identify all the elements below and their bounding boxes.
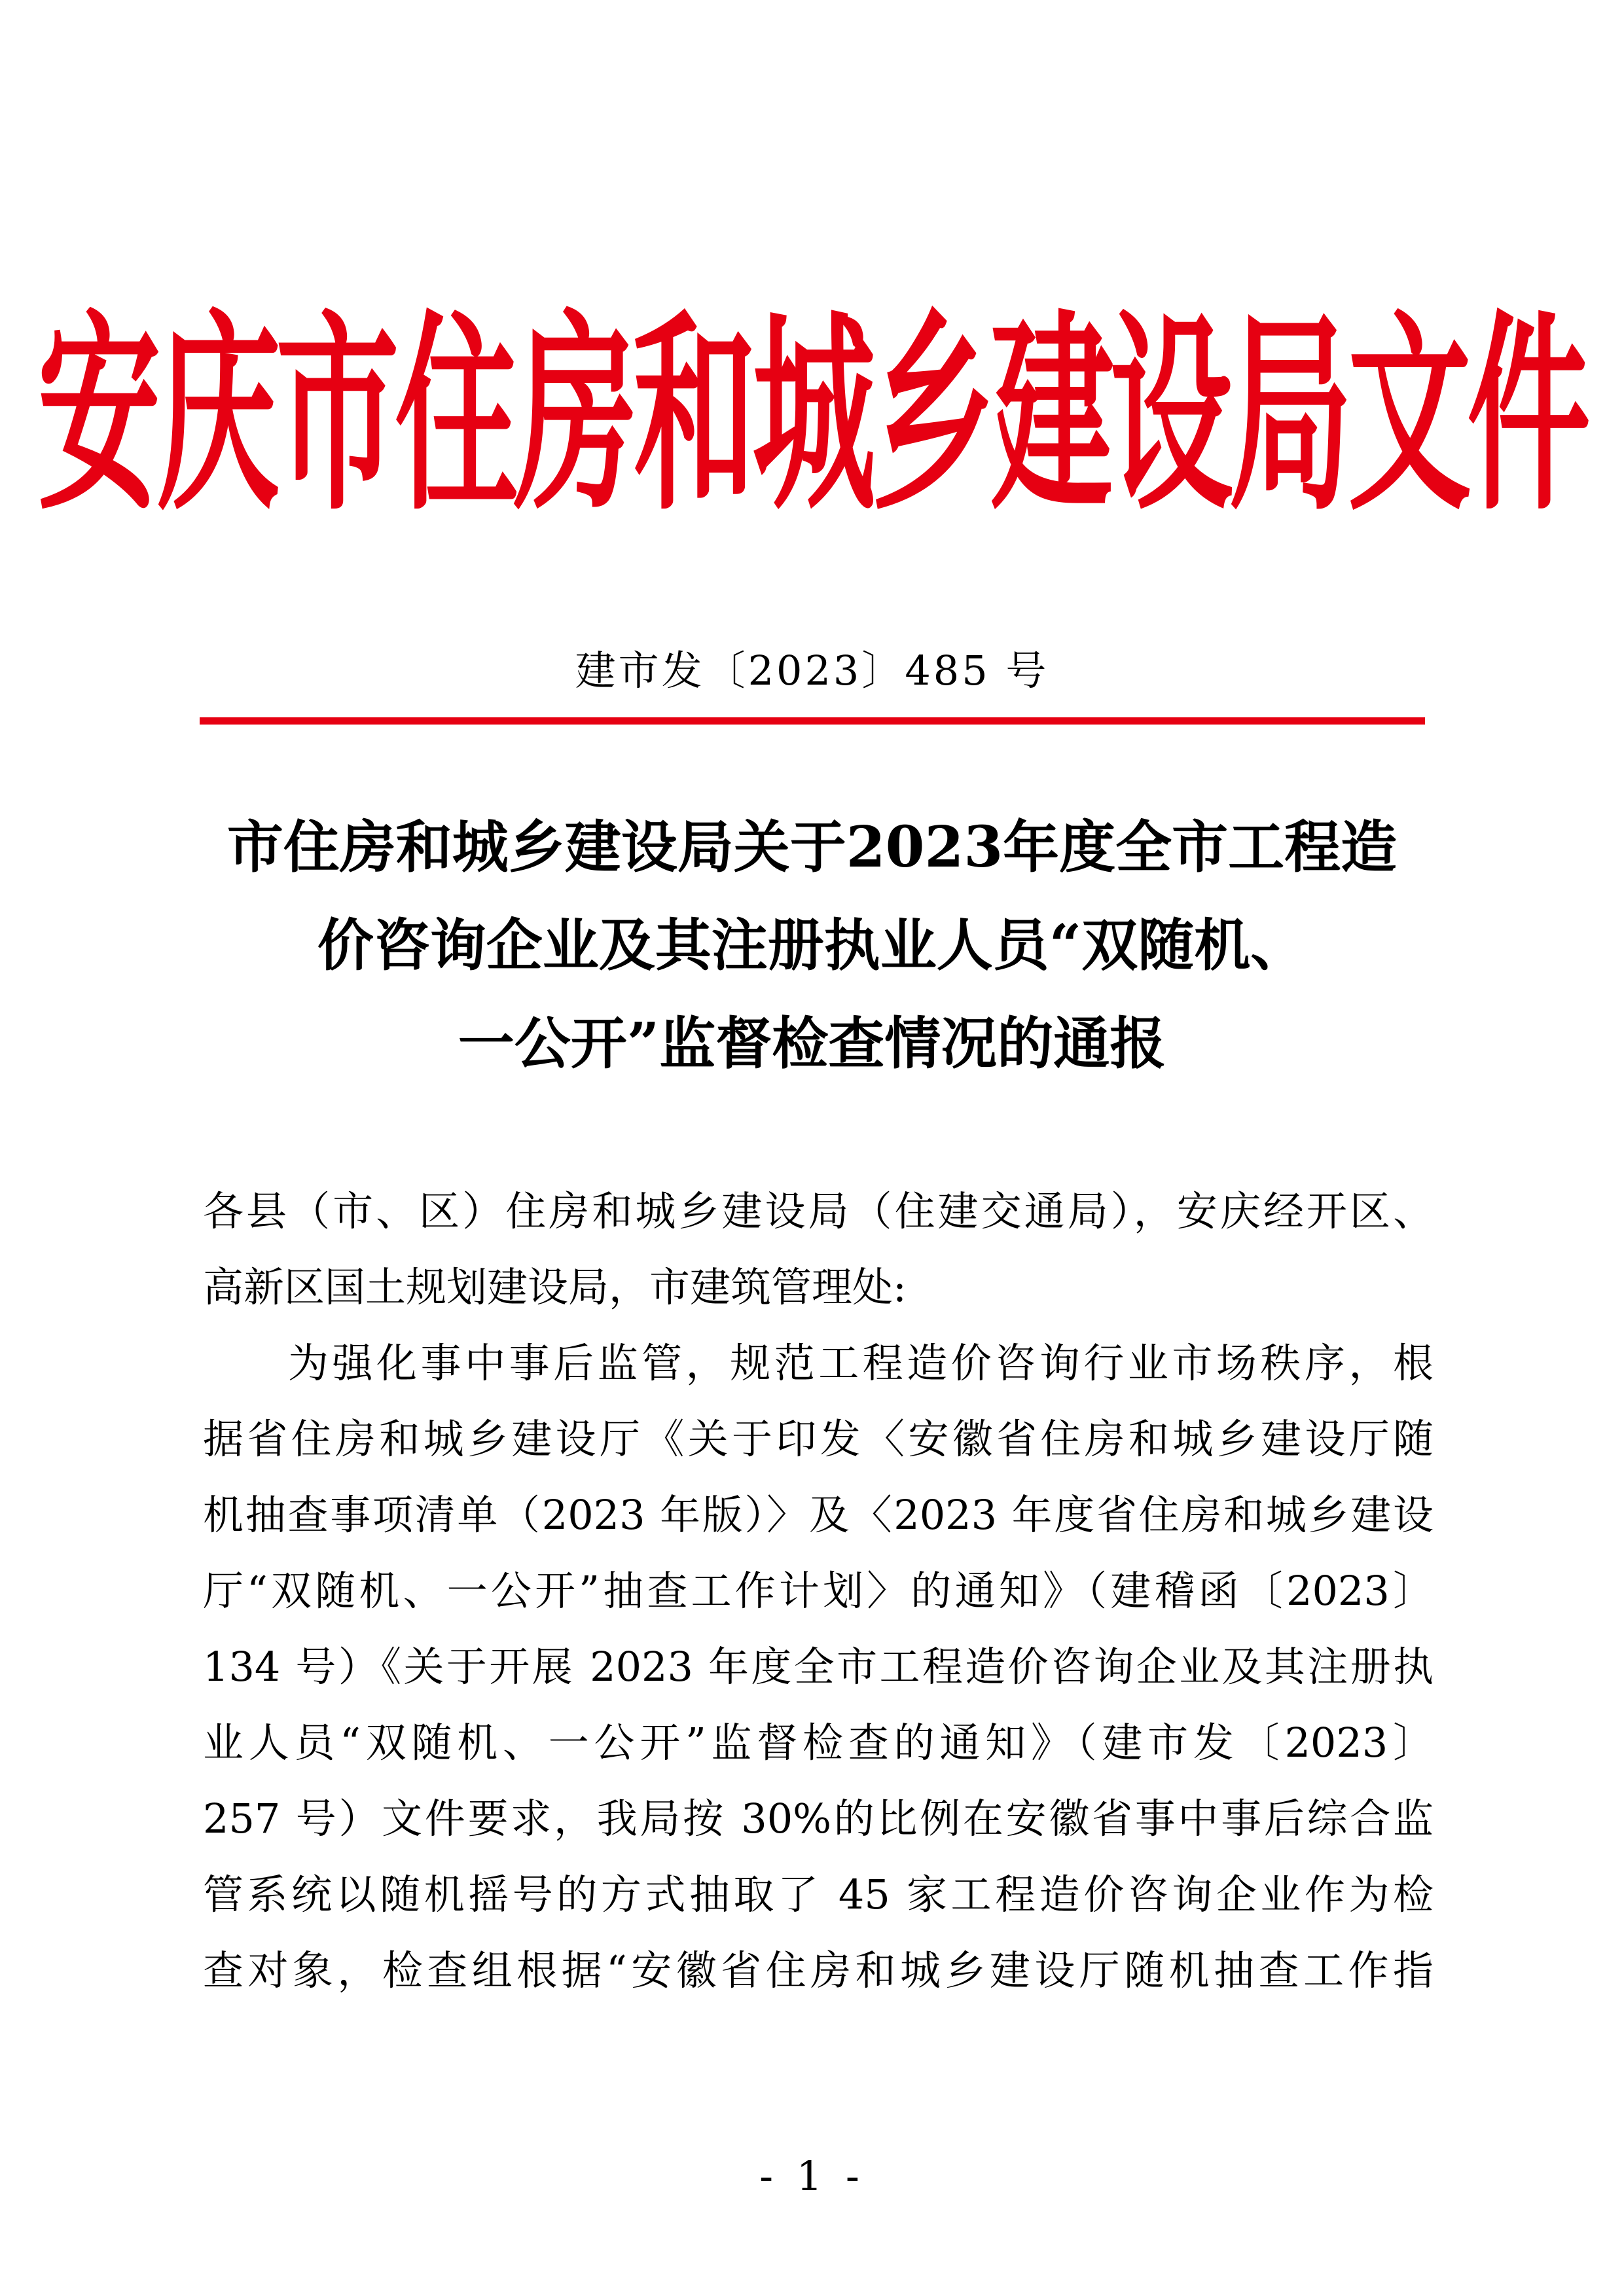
title-line: 一公开”监督检查情况的通报 [458,1011,1166,1077]
paragraph-line: 134 号）《关于开展 2023 年度全市工程造价咨询企业及其注册执 [203,1643,1434,1691]
notice-title [170,798,1454,1093]
paragraph-line: 为强化事中事后监管，规范工程造价咨询行业市场秩序，根 [288,1339,1434,1387]
masthead-title: 安庆市住房和城乡建设局文件 [37,291,1587,540]
paragraph-line: 据省住房和城乡建设厅《关于印发〈安徽省住房和城乡建设厅随 [203,1415,1434,1463]
paragraph-line: 查对象，检查组根据“安徽省住房和城乡建设厅随机抽查工作指 [203,1946,1434,1994]
body-text [203,1174,1434,2009]
addressee-line: 各县（市、区）住房和城乡建设局（住建交通局），安庆经开区、 [203,1187,1434,1235]
paragraph-line: 机抽查事项清单（2023 年版）〉及〈2023 年度省住房和城乡建设 [203,1491,1434,1539]
title-line: 价咨询企业及其注册执业人员“双随机、 [317,912,1307,978]
title-line: 市住房和城乡建设局关于2023年度全市工程造 [226,814,1398,880]
page-number: - 1 - [759,2152,865,2200]
document-number: 建市发〔2023〕485 号 [575,647,1049,694]
paragraph-line: 管系统以随机摇号的方式抽取了 45 家工程造价咨询企业作为检 [203,1871,1434,1918]
addressee-line: 高新区国土规划建设局，市建筑管理处: [203,1263,907,1311]
paragraph-line: 257 号）文件要求，我局按 30%的比例在安徽省事中事后综合监 [203,1795,1434,1842]
red-separator-rule [200,717,1425,725]
paragraph-line: 业人员“双随机、一公开”监督检查的通知》（建市发〔2023〕 [203,1719,1434,1767]
paragraph-line: 厅“双随机、一公开”抽查工作计划〉的通知》（建稽函〔2023〕 [203,1567,1434,1615]
